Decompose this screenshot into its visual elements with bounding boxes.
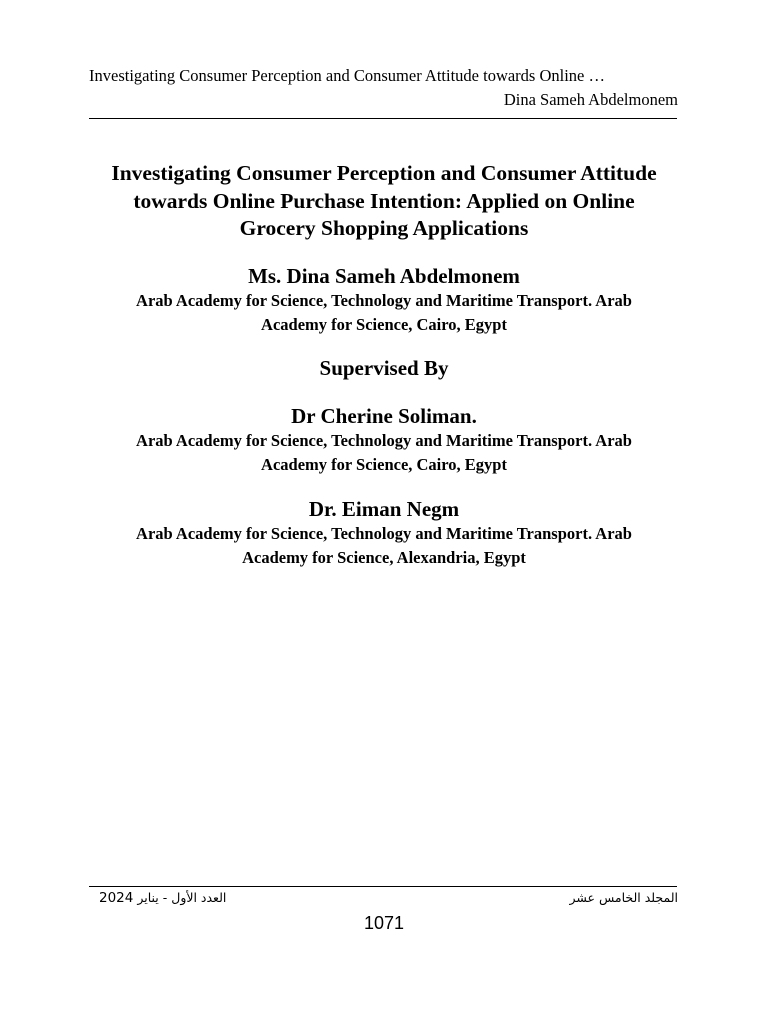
supervisor-affiliation [84,522,684,570]
supervised-by-heading: Supervised By [319,355,449,380]
affiliation-line: Arab Academy for Science, Technology and Maritime Transport. Arab [136,290,632,310]
affiliation-line: Arab Academy for Science, Technology and Maritime Transport. Arab [136,523,632,543]
running-head [89,64,678,112]
page-number: 1071 [363,913,405,933]
supervisor-name: Dr. Eiman Negm [308,496,460,521]
affiliation-line: Academy for Science, Cairo, Egypt [261,454,507,474]
paper-title-line: Grocery Shopping Applications [239,216,529,240]
footer-issue-label: العدد الأول - يناير [137,890,227,905]
affiliation-line: Academy for Science, Alexandria, Egypt [242,547,526,567]
running-head-author: Dina Sameh Abdelmonem [503,90,678,109]
affiliation-line: Arab Academy for Science, Technology and Maritime Transport. Arab [136,430,632,450]
running-head-title: Investigating Consumer Perception and Consumer Attitude towards Online … [89,66,606,85]
paper-title-line: Investigating Consumer Perception and Consumer Attitude [111,161,657,185]
paper-title-line: towards Online Purchase Intention: Applied on Online [133,188,635,213]
header-divider [89,118,677,119]
footer-volume: المجلد الخامس عشر [569,890,678,905]
author-name: Ms. Dina Sameh Abdelmonem [248,263,520,288]
supervisor-affiliation [84,429,684,477]
author-affiliation [84,289,684,337]
affiliation-line: Academy for Science, Cairo, Egypt [261,314,507,334]
footer-issue [99,889,226,907]
supervisor-name: Dr Cherine Soliman. [291,403,477,428]
footer-divider [89,886,677,887]
paper-title [84,160,684,243]
title-block [84,160,684,570]
footer-year: 2024 [99,890,134,906]
